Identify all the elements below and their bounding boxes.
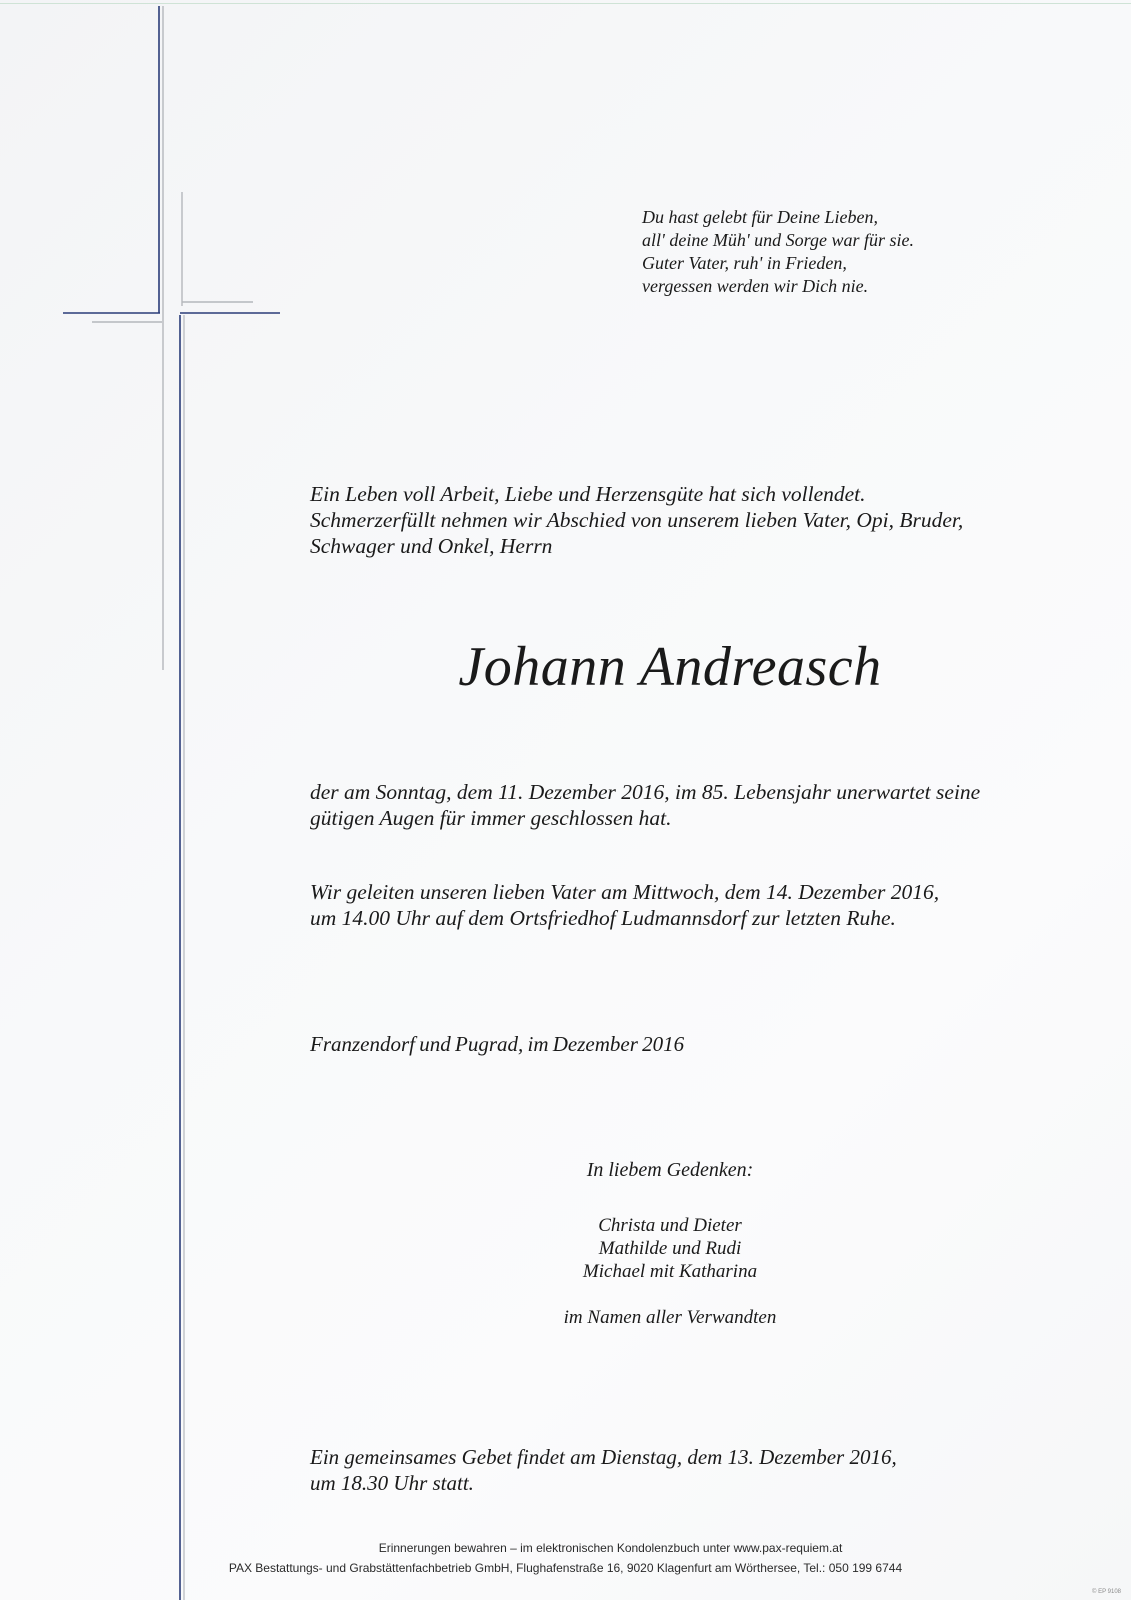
- cross-icon: [0, 0, 300, 1600]
- funeral-line: Wir geleiten unseren lieben Vater am Mittwoch, dem 14. Dezember 2016,: [310, 880, 940, 904]
- death-notice: [310, 779, 980, 831]
- funeral-info: [310, 879, 939, 931]
- deceased-name: Johann Andreasch: [458, 636, 882, 698]
- product-code: © EP 9108: [1092, 1589, 1121, 1595]
- intro-text: [310, 481, 963, 559]
- death-notice-line: der am Sonntag, dem 11. Dezember 2016, im 85. Lebensjahr unerwartet seine: [310, 780, 981, 804]
- funeral-line: um 14.00 Uhr auf dem Ortsfriedhof Ludmannsdorf zur letzten Ruhe.: [310, 906, 896, 930]
- prayer-line: um 18.30 Uhr statt.: [310, 1471, 474, 1495]
- mourners-list: [510, 1214, 830, 1283]
- intro-line: Schmerzerfüllt nehmen wir Abschied von unserem lieben Vater, Opi, Bruder,: [310, 508, 964, 532]
- mourner-name: Christa und Dieter: [598, 1215, 742, 1236]
- relatives-note: im Namen aller Verwandten: [563, 1307, 777, 1328]
- mourner-name: Michael mit Katharina: [582, 1261, 758, 1282]
- intro-line: Ein Leben voll Arbeit, Liebe und Herzensgüte hat sich vollendet.: [310, 482, 866, 506]
- prayer-info: [310, 1444, 897, 1496]
- place-date: Franzendorf und Pugrad, im Dezember 2016: [310, 1032, 685, 1056]
- poem: [642, 206, 914, 298]
- intro-line: Schwager und Onkel, Herrn: [310, 534, 553, 558]
- poem-line: Guter Vater, ruh' in Frieden,: [642, 253, 847, 273]
- memory-heading: In liebem Gedenken:: [586, 1159, 754, 1181]
- death-notice-line: gütigen Augen für immer geschlossen hat.: [310, 806, 672, 830]
- poem-line: Du hast gelebt für Deine Lieben,: [642, 207, 878, 227]
- poem-line: vergessen werden wir Dich nie.: [642, 276, 869, 296]
- poem-line: all' deine Müh' und Sorge war für sie.: [642, 230, 915, 250]
- footer-company-line: PAX Bestattungs- und Grabstättenfachbetrieb GmbH, Flughafenstraße 16, 9020 Klagenfurt am Wörthersee, Tel.: 050 199 6744: [228, 1561, 903, 1575]
- footer-condolence-line: Erinnerungen bewahren – im elektronischen Kondolenzbuch unter www.pax-requiem.at: [378, 1541, 843, 1555]
- prayer-line: Ein gemeinsames Gebet findet am Dienstag, dem 13. Dezember 2016,: [310, 1445, 897, 1469]
- mourner-name: Mathilde und Rudi: [598, 1238, 742, 1259]
- footer: [0, 1538, 1131, 1578]
